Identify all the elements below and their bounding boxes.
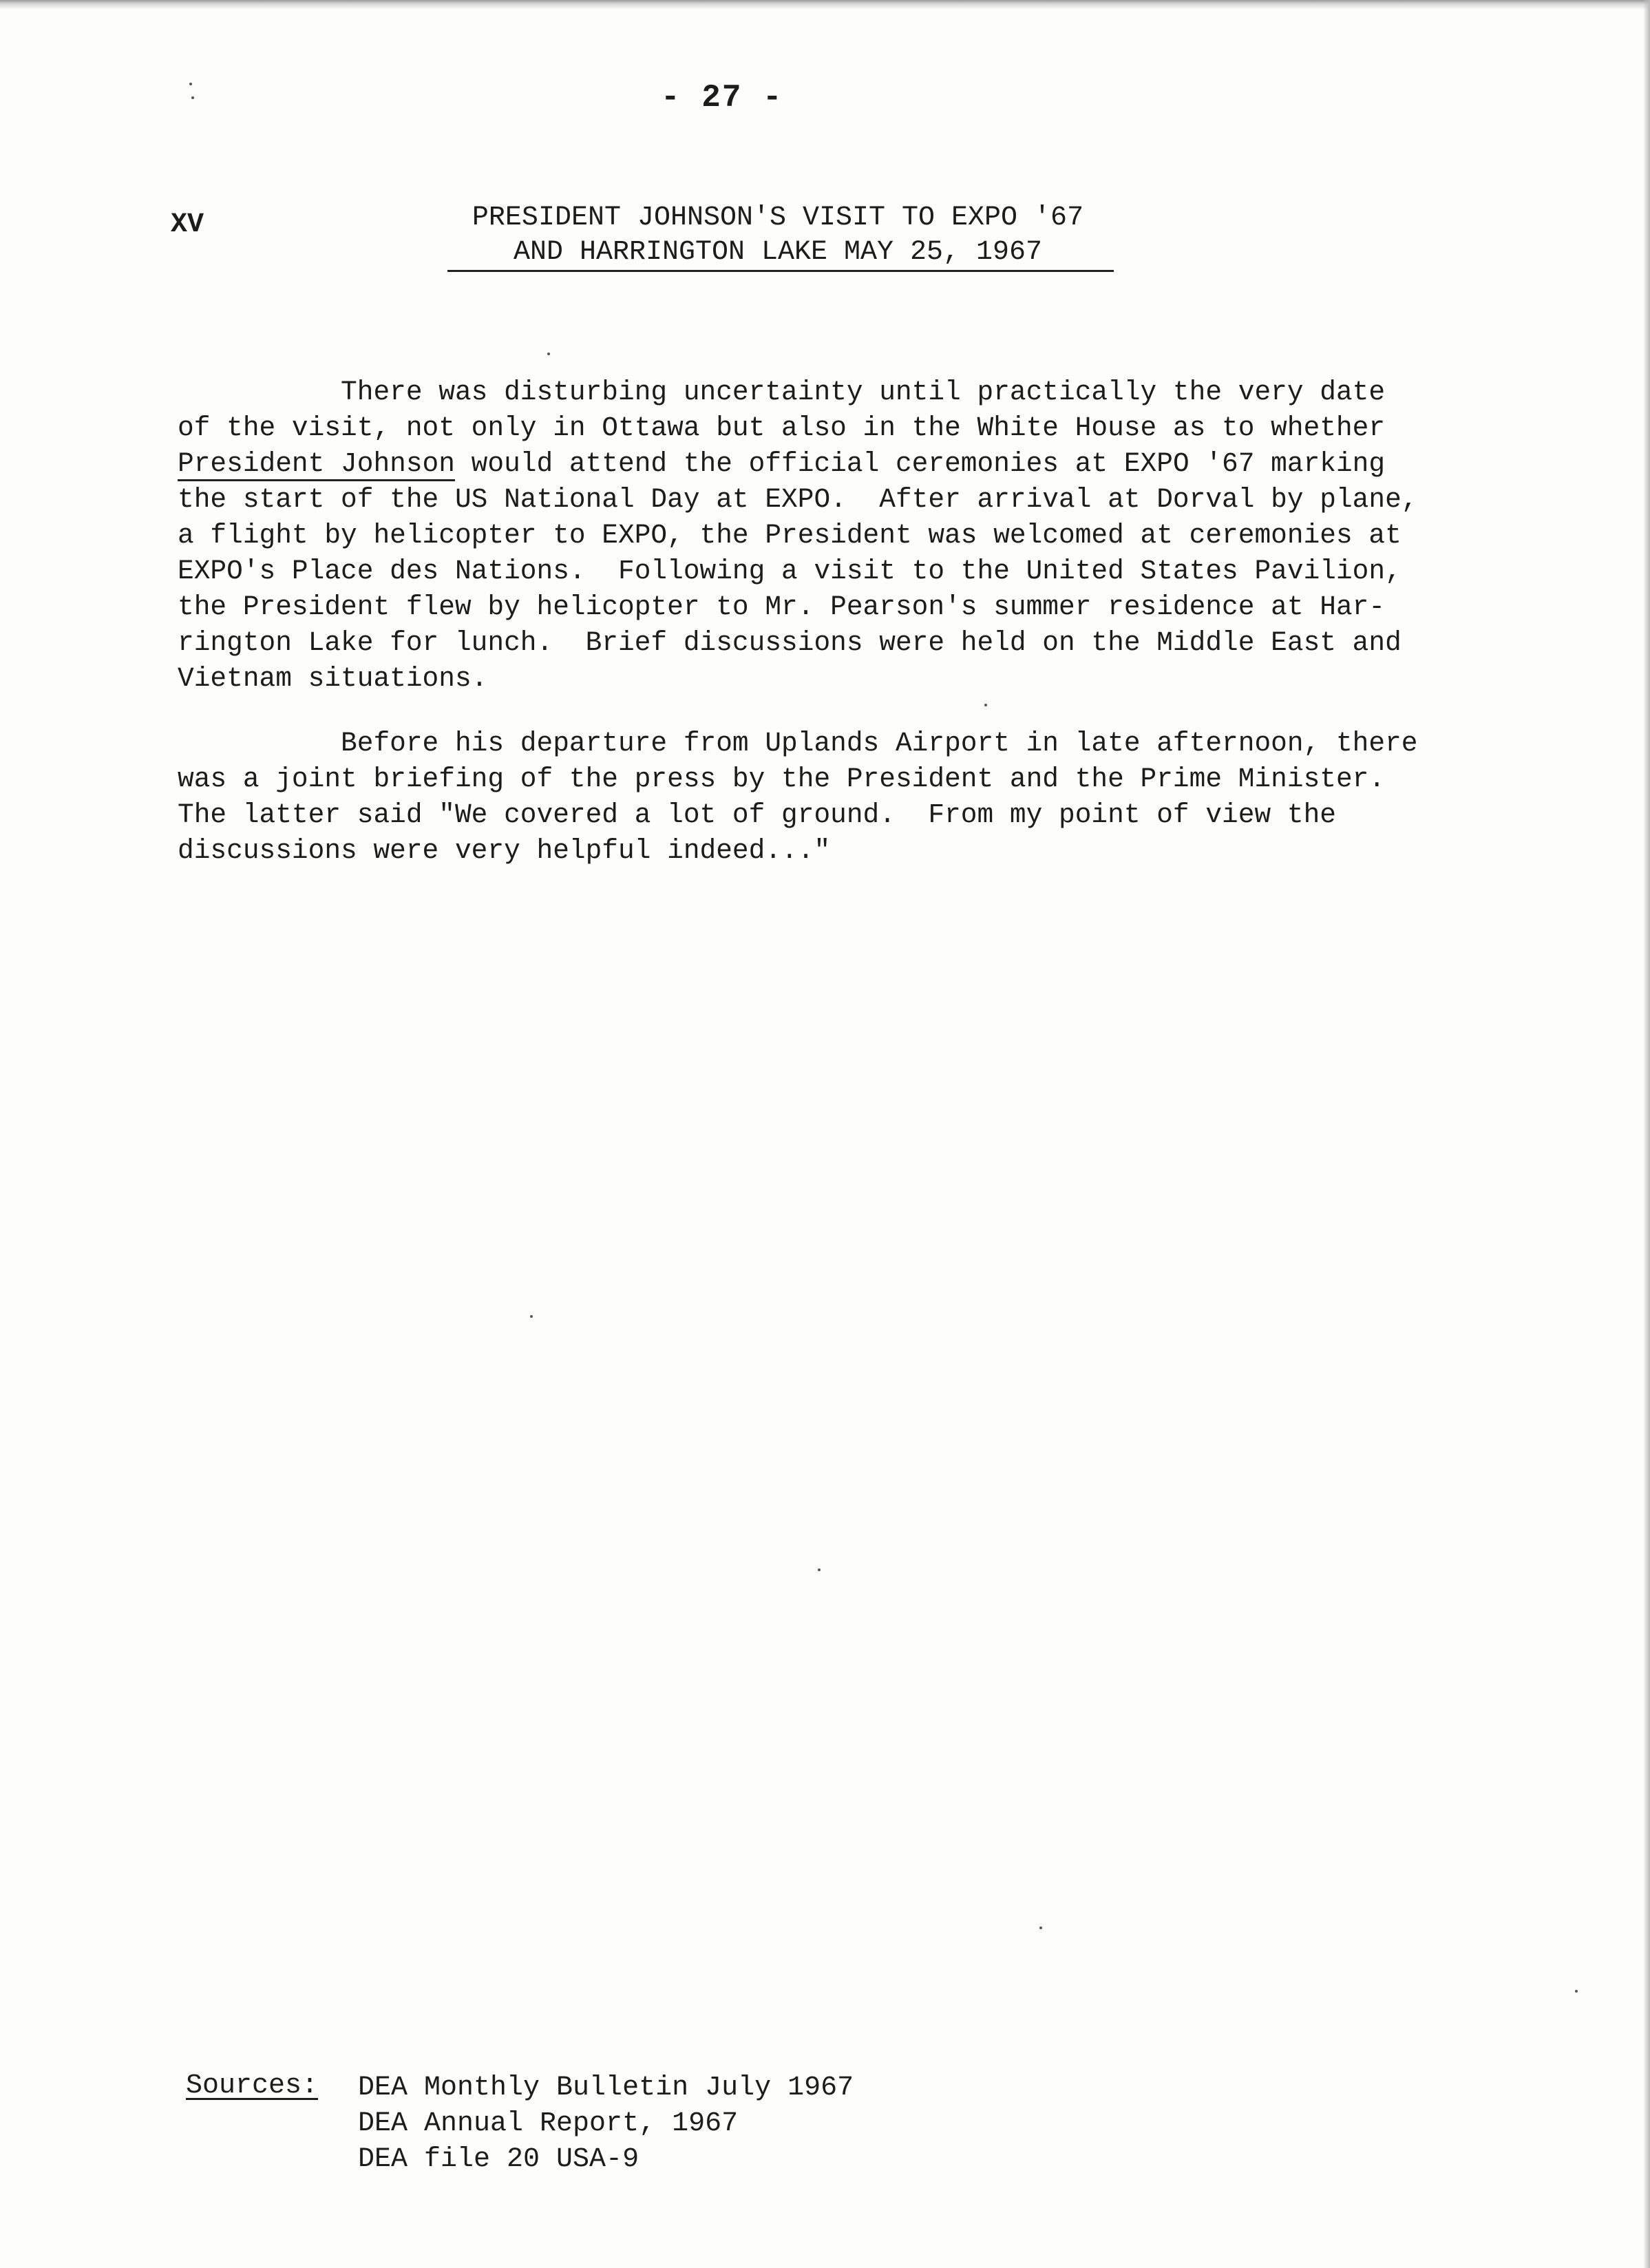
source-item: DEA Annual Report, 1967: [358, 2108, 739, 2139]
scan-speck: [547, 353, 550, 355]
title-line-1: PRESIDENT JOHNSON'S VISIT TO EXPO '67: [472, 202, 1084, 233]
scan-speck: [818, 1568, 821, 1571]
paragraph-line: the President flew by helicopter to Mr. Pearson's summer residence at Har-: [178, 591, 1386, 622]
paragraph-line: Before his departure from Uplands Airport in late afternoon, there: [178, 728, 1418, 759]
scan-speck: [530, 1315, 533, 1318]
section-number: XV: [171, 209, 204, 240]
title-underline: [447, 270, 1114, 272]
paragraph-line: was a joint briefing of the press by the President and the Prime Minister.: [178, 764, 1386, 795]
scan-speck: [1575, 1990, 1578, 1993]
paragraph-line: There was disturbing uncertainty until practically the very date: [178, 377, 1386, 408]
paragraph-2: [178, 726, 1499, 869]
sources-label: Sources:: [186, 2070, 319, 2101]
title-line-2: AND HARRINGTON LAKE MAY 25, 1967: [513, 237, 1043, 268]
section-title: [385, 201, 1170, 270]
paragraph-1: [178, 375, 1499, 697]
paragraph-line: a flight by helicopter to EXPO, the President was welcomed at ceremonies at: [178, 520, 1402, 551]
page-number: - 27 -: [661, 80, 783, 116]
scan-speck: [189, 83, 192, 85]
paragraph-line: of the visit, not only in Ottawa but also in the White House as to whether: [178, 412, 1386, 443]
paragraph-line-rest: would attend the official ceremonies at EXPO '67 marking: [454, 448, 1386, 479]
scan-right-edge: [1643, 0, 1650, 2268]
scan-speck: [984, 704, 987, 706]
source-item: DEA file 20 USA-9: [358, 2144, 639, 2175]
scan-top-edge: [0, 0, 1650, 10]
paragraph-line: [178, 446, 1499, 482]
paragraph-line: the start of the US National Day at EXPO. After arrival at Dorval by plane,: [178, 484, 1418, 515]
paragraph-line: Vietnam situations.: [178, 663, 488, 694]
paragraph-line: discussions were very helpful indeed...": [178, 835, 831, 866]
paragraph-line: rington Lake for lunch. Brief discussions were held on the Middle East and: [178, 627, 1402, 658]
scan-speck: [1039, 1926, 1042, 1929]
paragraph-line: The latter said "We covered a lot of ground. From my point of view the: [178, 799, 1336, 830]
underlined-name: President Johnson: [178, 448, 455, 481]
paragraph-line: EXPO's Place des Nations. Following a visit to the United States Pavilion,: [178, 556, 1402, 587]
scan-speck: [191, 96, 194, 99]
source-item: DEA Monthly Bulletin July 1967: [358, 2072, 854, 2103]
sources-list: [358, 2070, 854, 2178]
